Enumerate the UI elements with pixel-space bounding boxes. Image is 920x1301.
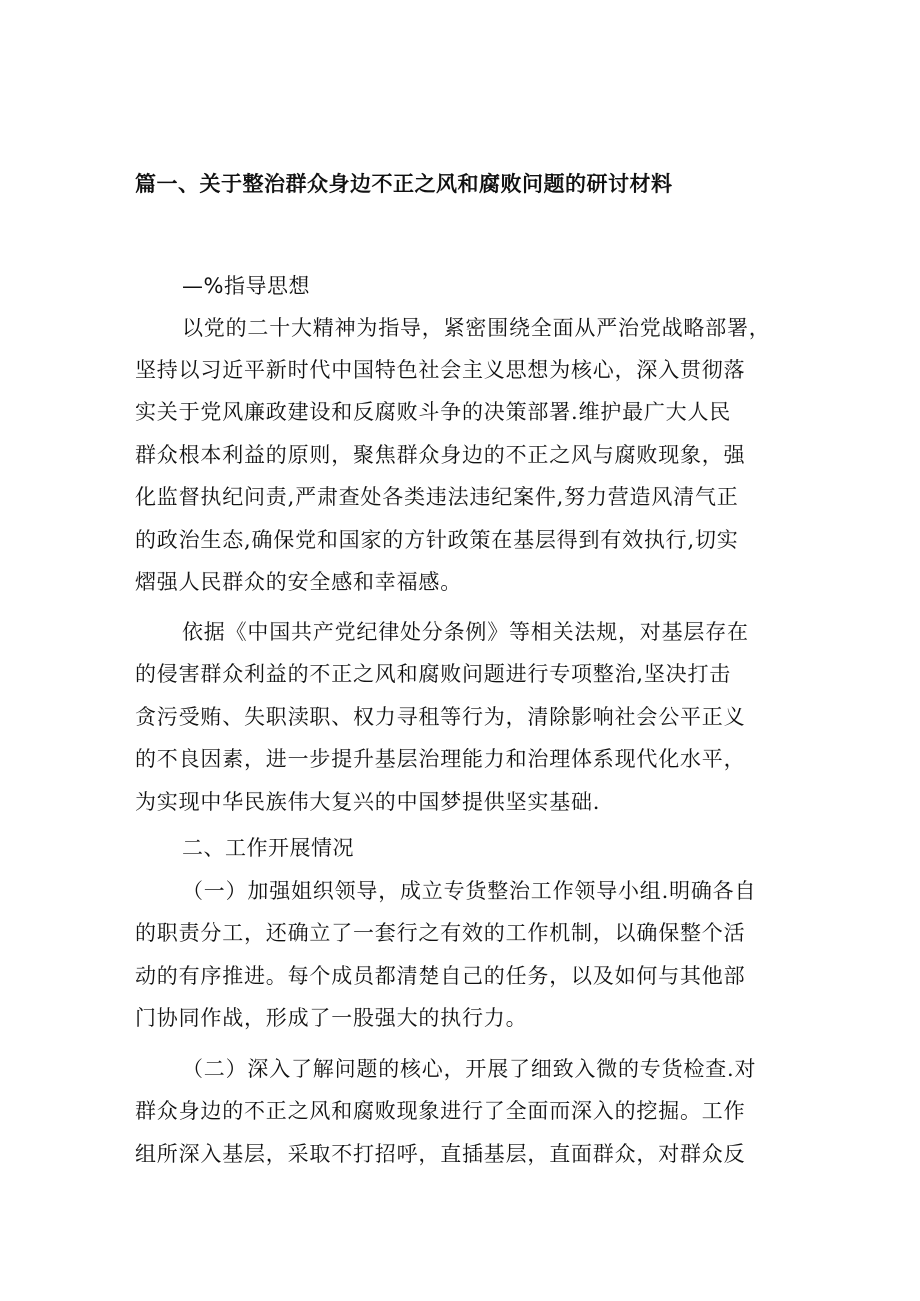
- paragraph-line: 的不良因素，进一步提升基层治理能力和治理体系现代化水平，: [135, 747, 746, 771]
- paragraph-line: 组所深入基层，采取不打招呼，直插基层，直面群众，对群众反: [135, 1142, 746, 1166]
- paragraph-line: 以党的二十大精神为指导，紧密围绕全面从严治党战略部署，: [182, 316, 771, 340]
- paragraph-line: 坚持以习近平新时代中国特色社会主义思想为核心，深入贯彻落: [135, 358, 746, 382]
- paragraph-line: 的侵害群众利益的不正之风和腐败问题进行专项整治,坚决打击: [135, 662, 732, 686]
- section-heading-work-progress: 二、工作开展情况: [182, 836, 354, 860]
- paragraph-line: 熠强人民群众的安全感和幸福感。: [135, 570, 462, 594]
- paragraph-line: 的政治生态,确保党和国家的方针政策在基层得到有效执行,切实: [135, 528, 739, 552]
- paragraph-line: 贪污受贿、失职渎职、权力寻租等行为，清除影响社会公平正义: [135, 705, 746, 729]
- paragraph-line: 群众根本利益的原则，聚焦群众身边的不正之风与腐败现象，强: [135, 443, 746, 467]
- paragraph-line: 为实现中华民族伟大复兴的中国梦提供坚实基础.: [135, 790, 601, 814]
- document-title: 篇一、关于整治群众身边不正之风和腐败问题的研讨材料: [135, 172, 673, 196]
- paragraph-line: 化监督执纪问责,严肃查处各类违法违纪案件,努力营造风清气正: [135, 485, 739, 509]
- paragraph-line: 群众身边的不正之风和腐败现象进行了全面而深入的挖掘。工作: [135, 1099, 746, 1123]
- paragraph-line: 动的有序推进。每个成员都清楚自己的任务，以及如何与其他部: [135, 964, 746, 988]
- paragraph-line: 门协同作战，形成了一股强大的执行力。: [135, 1006, 528, 1030]
- paragraph-line: 依据《中国共产党纪律处分条例》等相关法规，对基层存在: [182, 620, 749, 644]
- paragraph-line: （二）深入了解问题的核心，开展了细致入微的专货检查.对: [182, 1057, 757, 1081]
- paragraph-line: （一）加强姐织领导，成立专货整治工作领导小组.明确各自: [182, 879, 757, 903]
- section-heading-guiding-ideology: —%指导思想: [182, 274, 310, 298]
- paragraph-line: 的职责分工，还确立了一套行之有效的工作机制，以确保整个活: [135, 921, 746, 945]
- paragraph-line: 实关于党风廉政建设和反腐败斗争的决策部署.维护最广大人民: [135, 400, 732, 424]
